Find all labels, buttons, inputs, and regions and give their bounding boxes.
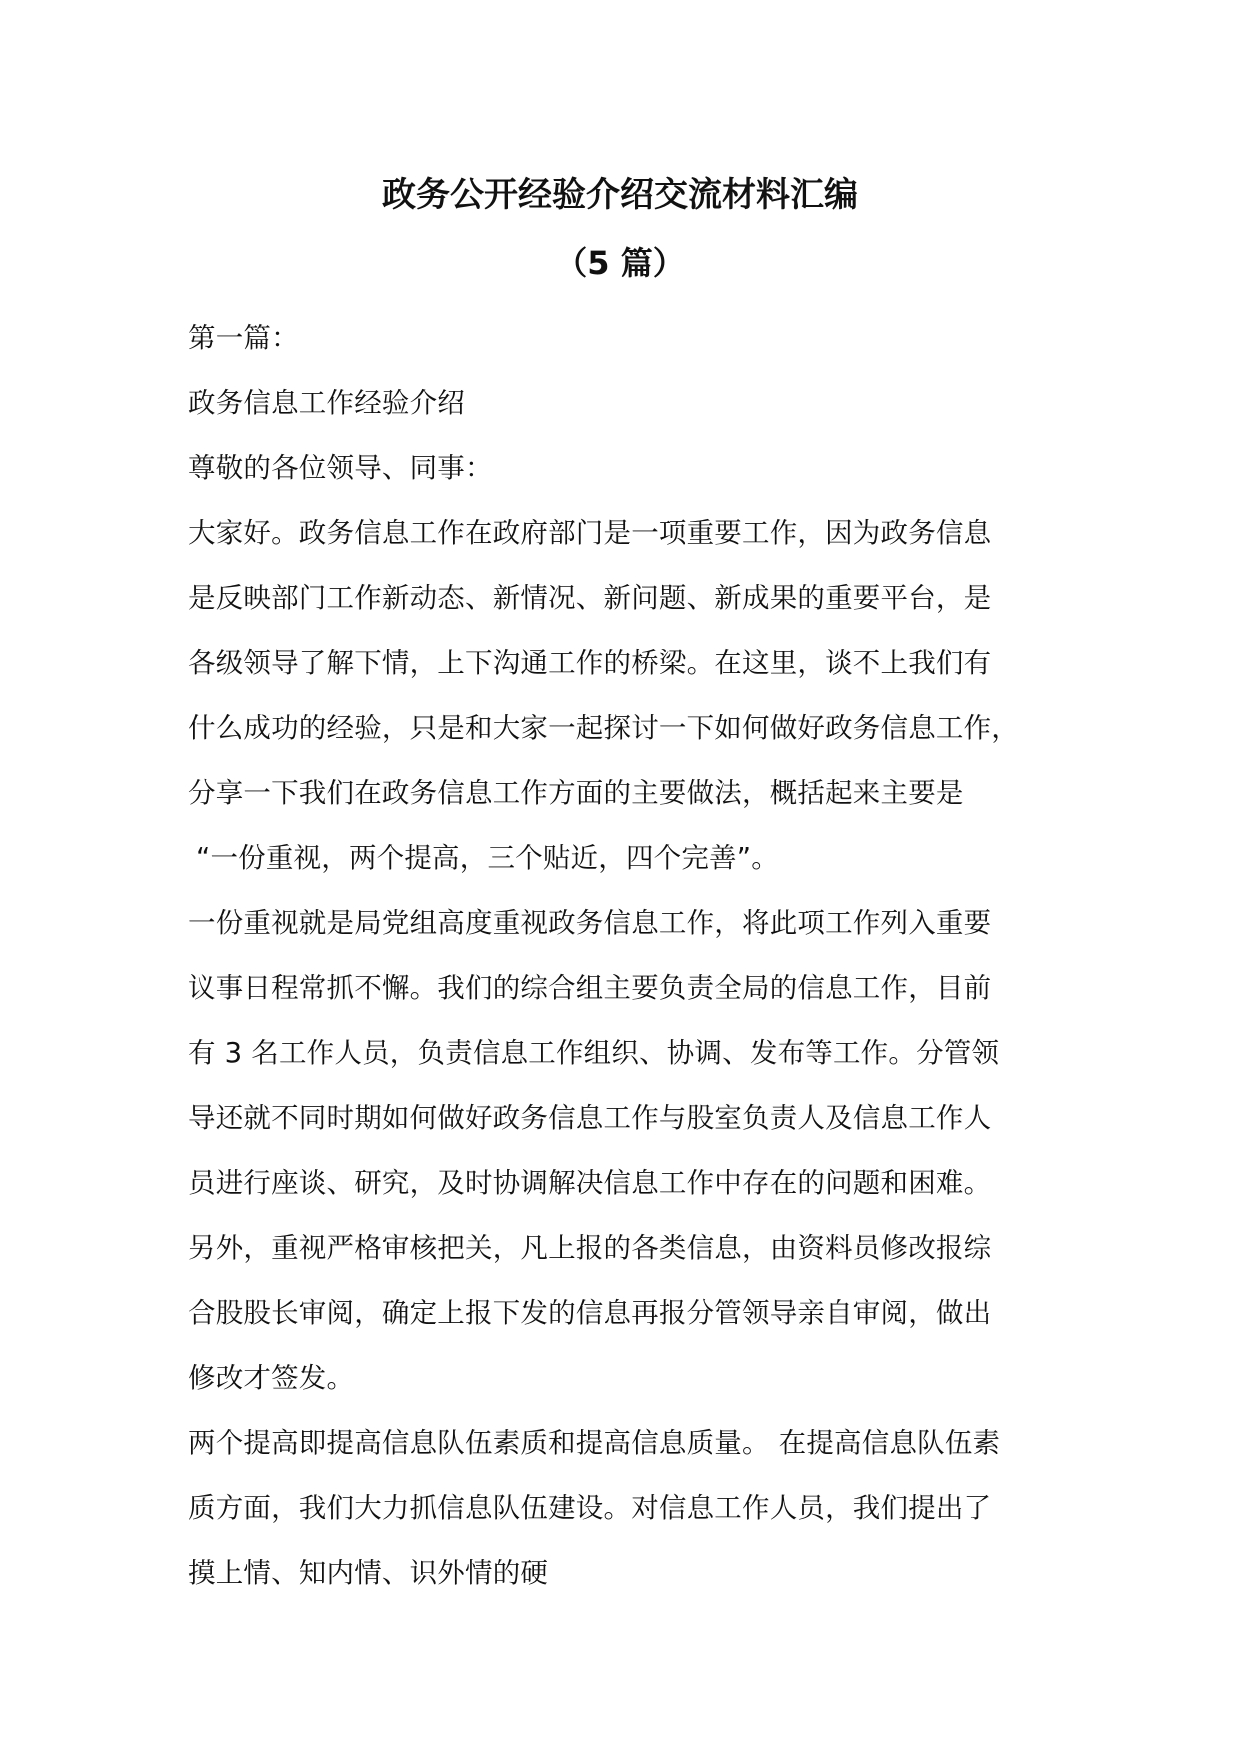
body-line: 员进行座谈、研究，及时协调解决信息工作中存在的问题和困难。 <box>188 1167 992 1199</box>
body-line: 是反映部门工作新动态、新情况、新问题、新成果的重要平台，是 <box>188 582 992 614</box>
body-line: 一份重视就是局党组高度重视政务信息工作，将此项工作列入重要 <box>188 907 992 939</box>
body-line: “一份重视，两个提高，三个贴近，四个完善”。 <box>196 842 779 874</box>
body-line: 修改才签发。 <box>188 1362 355 1394</box>
body-line: 尊敬的各位领导、同事： <box>188 452 493 484</box>
body-line: 议事日程常抓不懈。我们的综合组主要负责全局的信息工作，目前 <box>188 972 992 1004</box>
document-body <box>188 306 1068 1606</box>
body-line: 政务信息工作经验介绍 <box>188 387 465 419</box>
body-line: 导还就不同时期如何做好政务信息工作与股室负责人及信息工作人 <box>188 1102 992 1134</box>
body-line: 有 3 名工作人员，负责信息工作组织、协调、发布等工作。分管领 <box>188 1037 1000 1069</box>
document-title: 政务公开经验介绍交流材料汇编 <box>382 175 858 215</box>
body-line: 什么成功的经验，只是和大家一起探讨一下如何做好政务信息工作， <box>188 712 1019 744</box>
body-line: 质方面，我们大力抓信息队伍建设。对信息工作人员，我们提出了 <box>188 1492 992 1524</box>
body-line: 合股股长审阅，确定上报下发的信息再报分管领导亲自审阅，做出 <box>188 1297 992 1329</box>
document-subtitle: （5 篇） <box>555 244 685 282</box>
body-line: 两个提高即提高信息队伍素质和提高信息质量。 在提高信息队伍素 <box>188 1427 1001 1459</box>
body-line: 第一篇： <box>188 322 299 354</box>
body-line: 摸上情、知内情、识外情的硬 <box>188 1557 549 1589</box>
body-line: 各级领导了解下情，上下沟通工作的桥梁。在这里，谈不上我们有 <box>188 647 992 679</box>
body-line: 另外，重视严格审核把关，凡上报的各类信息，由资料员修改报综 <box>188 1232 992 1264</box>
body-line: 大家好。政务信息工作在政府部门是一项重要工作，因为政务信息 <box>188 517 992 549</box>
body-line: 分享一下我们在政务信息工作方面的主要做法，概括起来主要是 <box>188 777 964 809</box>
